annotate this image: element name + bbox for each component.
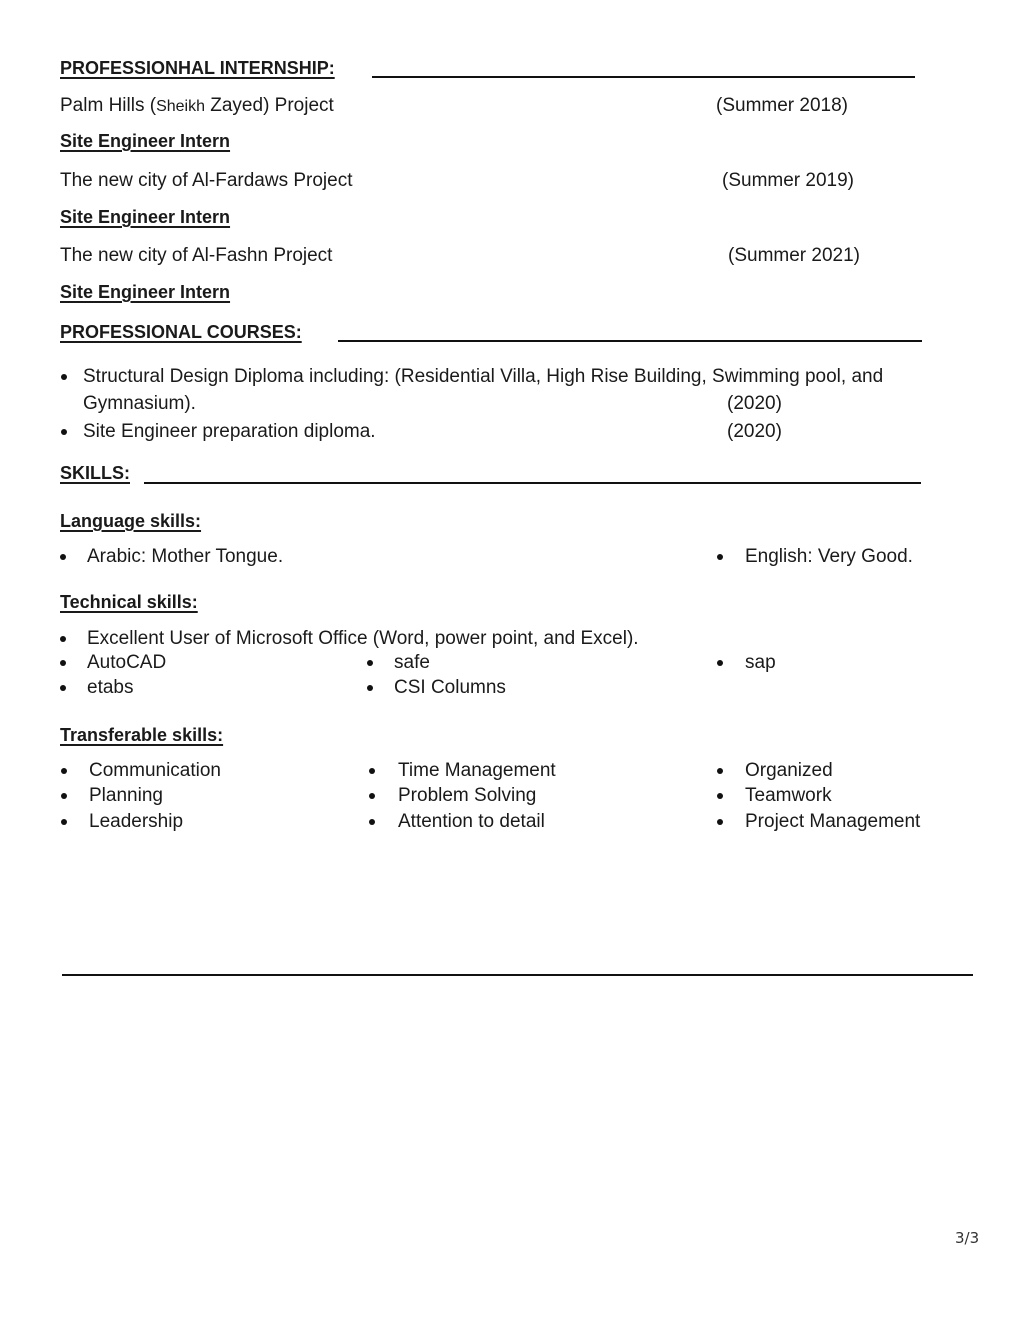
course-item: Site Engineer preparation diploma. bbox=[83, 421, 376, 442]
technical-item: safe bbox=[394, 652, 430, 673]
project-text: Palm Hills ( bbox=[60, 95, 157, 116]
internship-project: The new city of Al-Fashn Project bbox=[60, 245, 333, 266]
internship-role: Site Engineer Intern bbox=[60, 282, 231, 302]
bullet-icon bbox=[61, 374, 67, 380]
transferable-item: Planning bbox=[89, 785, 163, 806]
technical-skills-heading: Technical skills: bbox=[60, 592, 198, 612]
bullet-icon bbox=[60, 660, 66, 666]
course-date: (2020) bbox=[727, 393, 782, 414]
bullet-icon bbox=[60, 636, 66, 642]
internship-project: The new city of Al-Fardaws Project bbox=[60, 170, 353, 191]
bullet-icon bbox=[61, 429, 67, 435]
transferable-item: Problem Solving bbox=[398, 785, 537, 806]
transferable-item: Attention to detail bbox=[398, 811, 545, 832]
bullet-icon bbox=[60, 554, 66, 560]
internship-date: (Summer 2021) bbox=[728, 245, 860, 266]
bullet-icon bbox=[369, 768, 375, 774]
internship-role: Site Engineer Intern bbox=[60, 207, 231, 227]
heading-rule bbox=[144, 482, 921, 484]
transferable-item: Communication bbox=[89, 760, 221, 781]
bullet-icon bbox=[717, 819, 723, 825]
bullet-icon bbox=[717, 554, 723, 560]
heading-rule bbox=[372, 76, 915, 78]
page-number: 3/3 bbox=[955, 1229, 980, 1247]
course-item-cont: Gymnasium). bbox=[83, 393, 196, 414]
internship-heading: PROFESSIONHAL INTERNSHIP: bbox=[60, 58, 335, 78]
bullet-icon bbox=[367, 660, 373, 666]
bullet-icon bbox=[61, 768, 67, 774]
transferable-item: Teamwork bbox=[745, 785, 832, 806]
heading-rule bbox=[338, 340, 922, 342]
technical-item: AutoCAD bbox=[87, 652, 167, 673]
bullet-icon bbox=[60, 685, 66, 691]
bullet-icon bbox=[61, 793, 67, 799]
bullet-icon bbox=[367, 685, 373, 691]
skills-heading: SKILLS: bbox=[60, 463, 130, 483]
course-item: Structural Design Diploma including: (Residential Villa, High Rise Building, Swimming pool, and bbox=[83, 366, 884, 387]
bullet-icon bbox=[61, 819, 67, 825]
bullet-icon bbox=[369, 793, 375, 799]
internship-project bbox=[60, 95, 334, 118]
transferable-item: Time Management bbox=[398, 760, 556, 781]
courses-heading: PROFESSIONAL COURSES: bbox=[60, 322, 302, 342]
internship-date: (Summer 2019) bbox=[722, 170, 854, 191]
language-item: Arabic: Mother Tongue. bbox=[87, 546, 284, 567]
technical-item: sap bbox=[745, 652, 776, 673]
internship-role: Site Engineer Intern bbox=[60, 131, 231, 151]
footer-rule bbox=[62, 974, 973, 976]
technical-item: CSI Columns bbox=[394, 677, 506, 698]
transferable-skills-heading: Transferable skills: bbox=[60, 725, 224, 745]
transferable-item: Project Management bbox=[745, 811, 921, 832]
internship-date: (Summer 2018) bbox=[716, 95, 848, 116]
bullet-icon bbox=[717, 768, 723, 774]
course-date: (2020) bbox=[727, 421, 782, 442]
bullet-icon bbox=[369, 819, 375, 825]
transferable-item: Organized bbox=[745, 760, 833, 781]
project-text: Sheikh bbox=[156, 98, 205, 115]
language-item: English: Very Good. bbox=[745, 546, 913, 567]
bullet-icon bbox=[717, 793, 723, 799]
transferable-item: Leadership bbox=[89, 811, 184, 832]
language-skills-heading: Language skills: bbox=[60, 511, 202, 531]
technical-item: Excellent User of Microsoft Office (Word, power point, and Excel). bbox=[87, 628, 639, 649]
project-text: Zayed) Project bbox=[204, 95, 334, 116]
technical-item: etabs bbox=[87, 677, 134, 698]
bullet-icon bbox=[717, 660, 723, 666]
